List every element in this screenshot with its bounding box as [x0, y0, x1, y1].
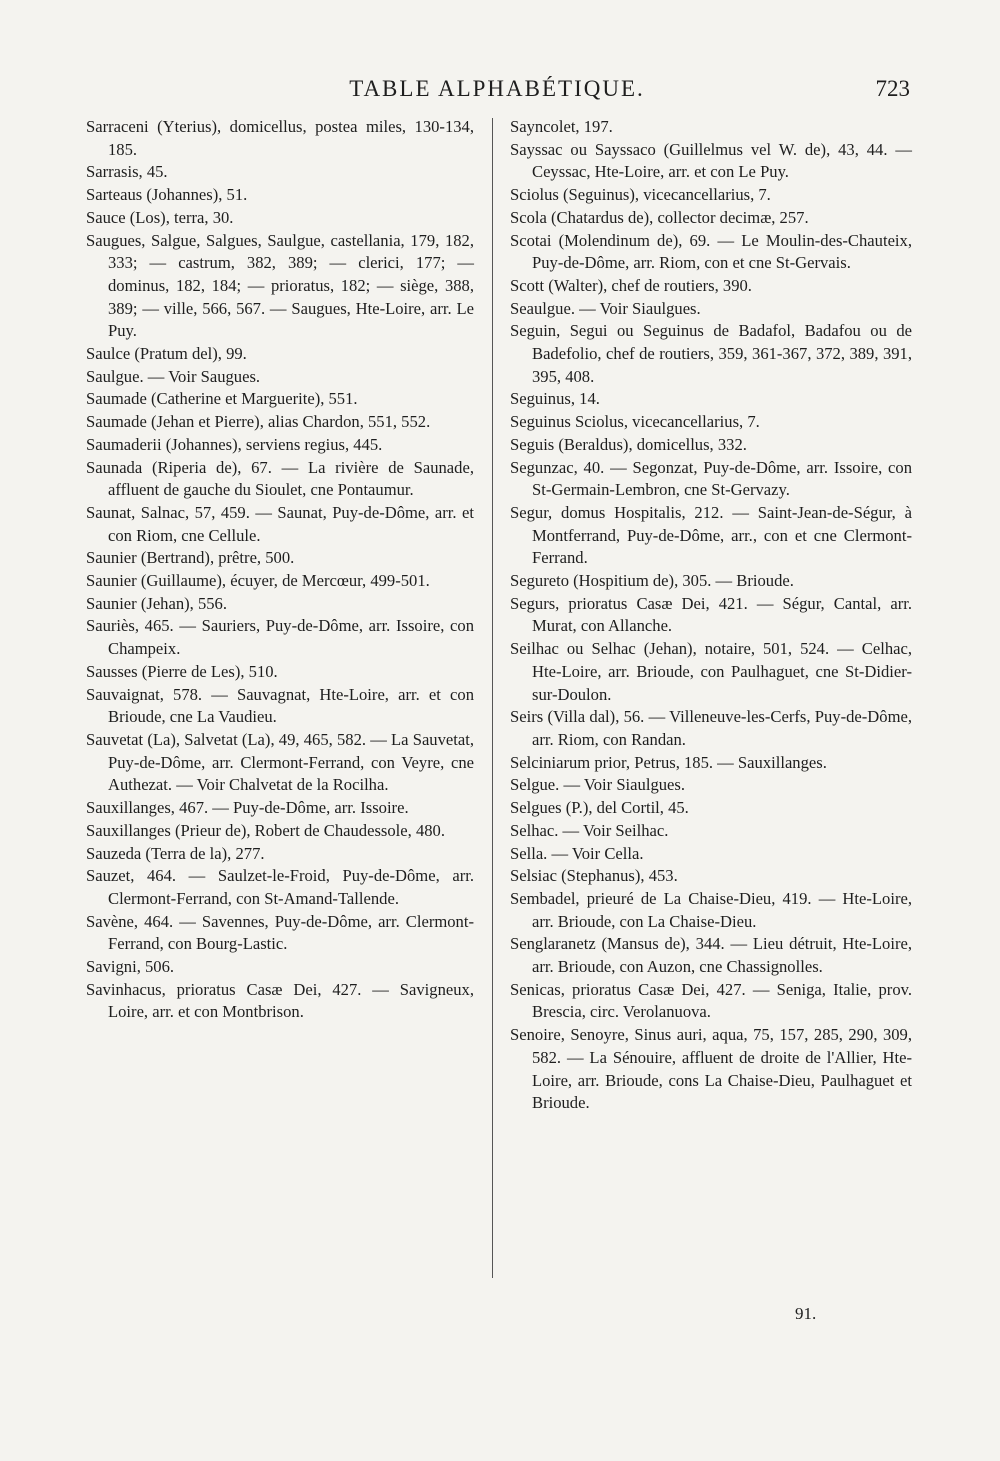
index-entry: Sausses (Pierre de Les), 510. — [86, 661, 278, 681]
index-entry: Senglaranetz (Mansus de), 344. — Lieu détruit, Hte-Loire, arr. Brioude, con Auzon, cne Chassignolles. — [510, 934, 912, 977]
index-entry: Scola (Chatardus de), collector decimæ, 257. — [510, 207, 809, 227]
index-entry: Sarraceni (Yterius), domicellus, postea miles, 130-134, 185. — [86, 117, 474, 159]
index-entry: Saunier (Jehan), 556. — [86, 593, 228, 613]
index-entry: Sauzet, 464. — Saulzet-le-Froid, Puy-de-Dôme, arr. Clermont-Ferrand, con St-Amand-Tallende. — [86, 866, 474, 908]
index-entry: Saunier (Bertrand), prêtre, 500. — [86, 548, 295, 568]
page-number: 723 — [875, 76, 910, 101]
index-entry: Saumaderii (Johannes), serviens regius, 445. — [86, 434, 383, 454]
index-entry: Seguin, Segui ou Seguinus de Badafol, Badafou ou de Badefolio, chef de routiers, 359, 361-367, 372, 389, 391, 395, 408. — [510, 321, 912, 386]
index-entry: Selhac. — Voir Seilhac. — [510, 820, 669, 840]
index-entry: Savinhacus, prioratus Casæ Dei, 427. — Savigneux, Loire, arr. et con Montbrison. — [86, 979, 474, 1022]
index-entry: Sauce (Los), terra, 30. — [86, 207, 234, 227]
index-entry: Saunier (Guillaume), écuyer, de Mercœur, 499-501. — [86, 571, 430, 591]
index-entry: Seilhac ou Selhac (Jehan), notaire, 501, 524. — Celhac, Hte-Loire, arr. Brioude, con Paulhaguet, cne St-Didier-sur-Doulon. — [510, 639, 912, 704]
index-entry: Sauxillanges, 467. — Puy-de-Dôme, arr. Issoire. — [86, 798, 409, 818]
column-divider — [492, 118, 493, 1278]
index-entry: Segur, domus Hospitalis, 212. — Saint-Jean-de-Ségur, à Montferrand, Puy-de-Dôme, arr., con et cne Clermont-Ferrand. — [510, 502, 912, 568]
index-entry: Sayssac ou Sayssaco (Guillelmus vel W. de), 43, 44. — Ceyssac, Hte-Loire, arr. et con Le Puy. — [510, 139, 912, 182]
index-entry: Sauvaignat, 578. — Sauvagnat, Hte-Loire, arr. et con Brioude, cne La Vaudieu. — [86, 684, 474, 727]
index-entry: Savigni, 506. — [86, 957, 175, 977]
index-entry: Selsiac (Stephanus), 453. — [510, 866, 678, 886]
index-entry: Sella. — Voir Cella. — [510, 843, 644, 863]
index-entry: Savène, 464. — Savennes, Puy-de-Dôme, arr. Clermont-Ferrand, con Bourg-Lastic. — [86, 911, 474, 954]
index-entry: Sarteaus (Johannes), 51. — [86, 185, 248, 205]
index-entry: Saumade (Jehan et Pierre), alias Chardon, 551, 552. — [86, 412, 431, 432]
index-entry: Sauzeda (Terra de la), 277. — [86, 843, 265, 863]
signature-mark: 91. — [795, 1304, 817, 1323]
index-entry: Senoire, Senoyre, Sinus auri, aqua, 75, 157, 285, 290, 309, 582. — La Sénouire, affluent de droite de l'Allier, Hte-Loire, arr. Brioude, cons La Chaise-Dieu, Paulhaguet et Brioude. — [510, 1025, 912, 1113]
index-entry: Segurs, prioratus Casæ Dei, 421. — Ségur, Cantal, arr. Murat, con Allanche. — [510, 593, 912, 636]
index-entry: Selciniarum prior, Petrus, 185. — Sauxillanges. — [510, 752, 827, 772]
index-entry: Sarrasis, 45. — [86, 162, 168, 182]
index-entry: Senicas, prioratus Casæ Dei, 427. — Seniga, Italie, prov. Brescia, circ. Verolanuova. — [510, 979, 912, 1022]
running-header — [84, 76, 910, 110]
index-entry: Segunzac, 40. — Segonzat, Puy-de-Dôme, arr. Issoire, con St-Germain-Lembron, cne St-Gervazy. — [510, 457, 912, 500]
right-column — [510, 116, 912, 1115]
index-entry: Saunada (Riperia de), 67. — La rivière de Saunade, affluent de gauche du Sioulet, cne Pontaumur. — [86, 457, 474, 500]
left-column — [86, 116, 474, 1024]
index-entry: Sayncolet, 197. — [510, 117, 613, 136]
index-entry: Selgue. — Voir Siaulgues. — [510, 775, 686, 795]
index-entry: Saulce (Pratum del), 99. — [86, 344, 247, 364]
index-entry: Seirs (Villa dal), 56. — Villeneuve-les-Cerfs, Puy-de-Dôme, arr. Riom, con Randan. — [510, 707, 912, 749]
index-entry: Sauxillanges (Prieur de), Robert de Chaudessole, 480. — [86, 820, 445, 840]
page-title: TABLE ALPHABÉTIQUE. — [349, 76, 645, 101]
index-entry: Seguinus, 14. — [510, 389, 600, 409]
index-entry: Seguinus Sciolus, vicecancellarius, 7. — [510, 412, 760, 432]
index-entry: Saunat, Salnac, 57, 459. — Saunat, Puy-de-Dôme, arr. et con Riom, cne Cellule. — [86, 502, 474, 545]
index-entry: Scotai (Molendinum de), 69. — Le Moulin-des-Chauteix, Puy-de-Dôme, arr. Riom, con et cne St-Gervais. — [510, 230, 912, 273]
index-entry: Saumade (Catherine et Marguerite), 551. — [86, 389, 358, 409]
index-entry: Sciolus (Seguinus), vicecancellarius, 7. — [510, 185, 771, 205]
index-entry: Selgues (P.), del Cortil, 45. — [510, 798, 689, 818]
index-entry: Saulgue. — Voir Saugues. — [86, 366, 261, 386]
index-entry: Saugues, Salgue, Salgues, Saulgue, castellania, 179, 182, 333; — castrum, 382, 389; — clerici, 177; — dominus, 182, 184; — prioratus, 182; — siège, 388, 389; — ville, 566, 567. — Saugues, Hte-Loire, arr. Le Puy. — [86, 230, 474, 341]
index-entry: Sembadel, prieuré de La Chaise-Dieu, 419. — Hte-Loire, arr. Brioude, con La Chaise-Dieu. — [510, 888, 912, 931]
index-entry: Seguis (Beraldus), domicellus, 332. — [510, 434, 747, 454]
index-entry: Sauvetat (La), Salvetat (La), 49, 465, 582. — La Sauvetat, Puy-de-Dôme, arr. Clermont-Ferrand, con Veyre, cne Authezat. — Voir Chalvetat de la Rocilha. — [86, 729, 474, 795]
index-entry: Scott (Walter), chef de routiers, 390. — [510, 275, 752, 295]
index-entry: Segureto (Hospitium de), 305. — Brioude. — [510, 571, 794, 591]
index-entry: Sauriès, 465. — Sauriers, Puy-de-Dôme, arr. Issoire, con Champeix. — [86, 616, 474, 659]
index-entry: Seaulgue. — Voir Siaulgues. — [510, 298, 701, 318]
